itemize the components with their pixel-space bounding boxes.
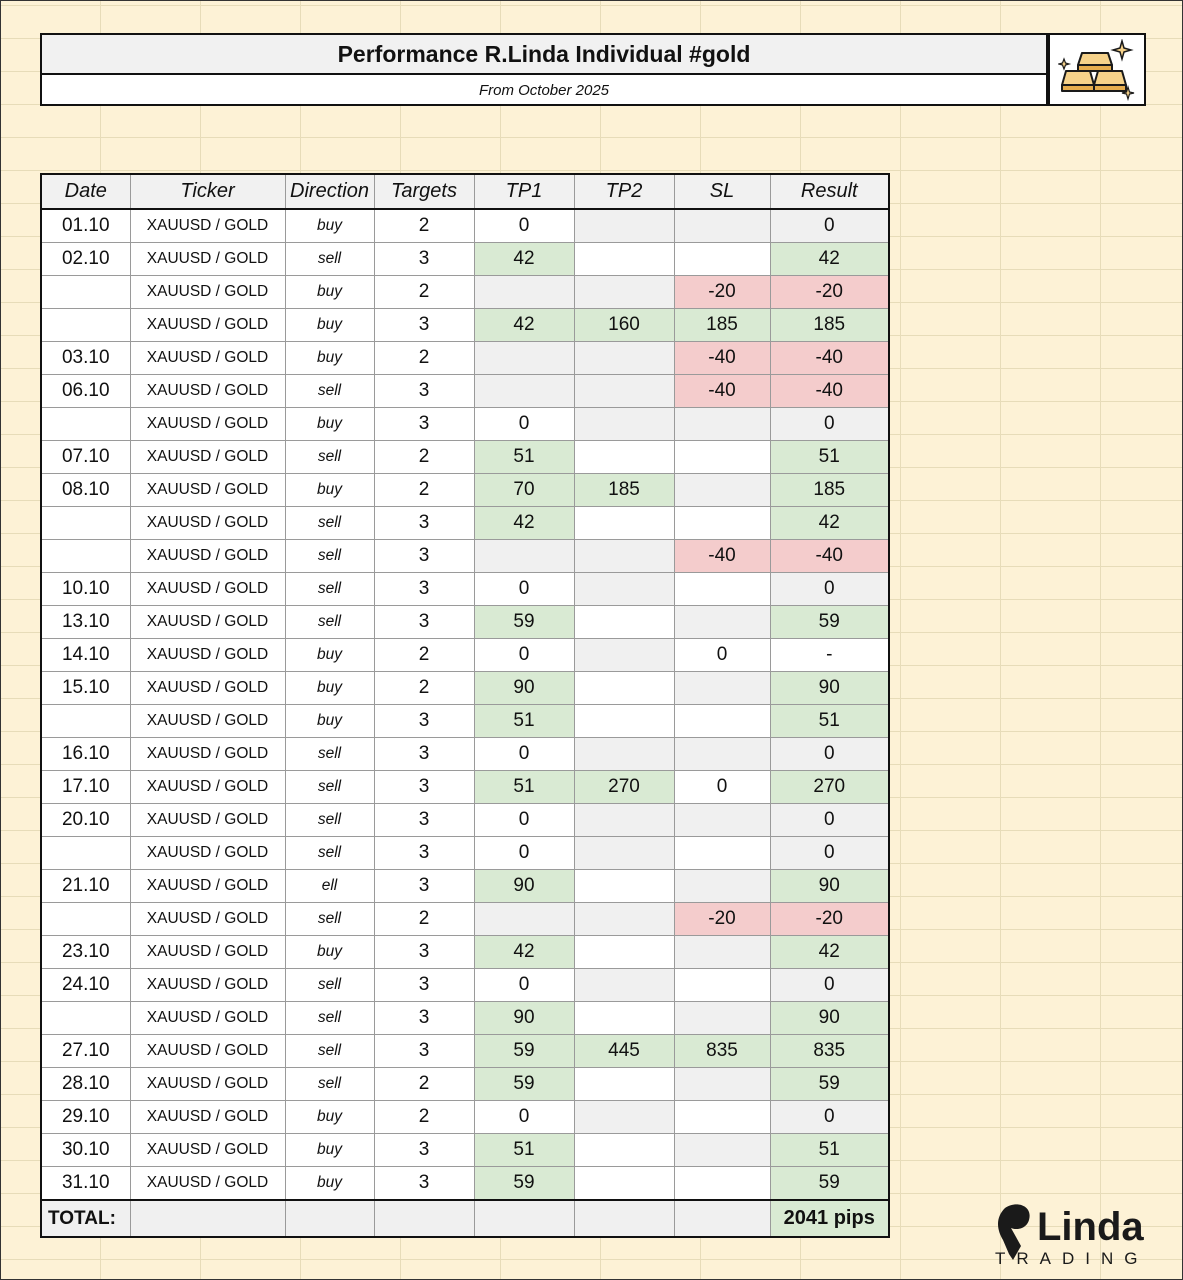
cell-direction: buy — [285, 672, 374, 705]
cell-tp2 — [574, 969, 674, 1002]
cell-result: 51 — [770, 1134, 889, 1167]
table-row — [41, 309, 889, 342]
table-row — [41, 1167, 889, 1201]
cell-sl — [674, 1101, 770, 1134]
cell-ticker: XAUUSD / GOLD — [130, 1002, 285, 1035]
cell-result: 185 — [770, 474, 889, 507]
table-row — [41, 837, 889, 870]
cell-result: -40 — [770, 540, 889, 573]
cell-date — [41, 1002, 130, 1035]
cell-ticker: XAUUSD / GOLD — [130, 573, 285, 606]
total-empty-cell — [130, 1200, 285, 1237]
cell-sl — [674, 969, 770, 1002]
cell-result: 0 — [770, 408, 889, 441]
cell-result: 90 — [770, 870, 889, 903]
cell-tp2 — [574, 540, 674, 573]
cell-direction: buy — [285, 639, 374, 672]
cell-sl — [674, 243, 770, 276]
brand-logo — [995, 1200, 1165, 1270]
cell-targets: 2 — [374, 639, 474, 672]
cell-direction: buy — [285, 1134, 374, 1167]
table-row — [41, 705, 889, 738]
table-row — [41, 276, 889, 309]
cell-tp1: 51 — [474, 771, 574, 804]
cell-targets: 3 — [374, 1167, 474, 1201]
total-empty-cell — [474, 1200, 574, 1237]
cell-date: 20.10 — [41, 804, 130, 837]
cell-tp1: 59 — [474, 1167, 574, 1201]
cell-tp2 — [574, 342, 674, 375]
cell-tp1: 0 — [474, 738, 574, 771]
total-row — [41, 1200, 889, 1237]
cell-tp1 — [474, 375, 574, 408]
cell-tp2 — [574, 507, 674, 540]
cell-targets: 3 — [374, 309, 474, 342]
cell-direction: sell — [285, 507, 374, 540]
cell-result: 59 — [770, 606, 889, 639]
cell-ticker: XAUUSD / GOLD — [130, 1134, 285, 1167]
cell-targets: 2 — [374, 474, 474, 507]
table-row — [41, 441, 889, 474]
cell-result: 59 — [770, 1167, 889, 1201]
cell-targets: 2 — [374, 1068, 474, 1101]
cell-targets: 3 — [374, 1134, 474, 1167]
cell-tp2 — [574, 276, 674, 309]
cell-ticker: XAUUSD / GOLD — [130, 969, 285, 1002]
cell-direction: sell — [285, 969, 374, 1002]
cell-direction: sell — [285, 738, 374, 771]
table-row — [41, 870, 889, 903]
cell-result: 51 — [770, 705, 889, 738]
cell-direction: buy — [285, 342, 374, 375]
cell-ticker: XAUUSD / GOLD — [130, 276, 285, 309]
cell-ticker: XAUUSD / GOLD — [130, 804, 285, 837]
cell-targets: 3 — [374, 1002, 474, 1035]
cell-date — [41, 408, 130, 441]
cell-direction: ell — [285, 870, 374, 903]
cell-date: 29.10 — [41, 1101, 130, 1134]
column-header-direction: Direction — [285, 174, 374, 209]
cell-direction: buy — [285, 1167, 374, 1201]
cell-tp2 — [574, 606, 674, 639]
cell-targets: 2 — [374, 672, 474, 705]
cell-result: -20 — [770, 903, 889, 936]
cell-tp2 — [574, 1134, 674, 1167]
cell-tp1: 59 — [474, 1068, 574, 1101]
cell-sl — [674, 1134, 770, 1167]
cell-sl — [674, 474, 770, 507]
cell-date: 27.10 — [41, 1035, 130, 1068]
cell-direction: buy — [285, 309, 374, 342]
cell-result: 835 — [770, 1035, 889, 1068]
cell-ticker: XAUUSD / GOLD — [130, 903, 285, 936]
cell-date: 24.10 — [41, 969, 130, 1002]
cell-tp1: 90 — [474, 1002, 574, 1035]
brand-name: Linda — [1037, 1205, 1144, 1249]
cell-date — [41, 507, 130, 540]
cell-tp1: 42 — [474, 243, 574, 276]
cell-result: 59 — [770, 1068, 889, 1101]
cell-tp2 — [574, 209, 674, 243]
cell-sl — [674, 1002, 770, 1035]
column-header-ticker: Ticker — [130, 174, 285, 209]
cell-sl: -20 — [674, 903, 770, 936]
cell-result: 0 — [770, 738, 889, 771]
cell-tp2: 270 — [574, 771, 674, 804]
table-row — [41, 540, 889, 573]
cell-date: 07.10 — [41, 441, 130, 474]
cell-date — [41, 540, 130, 573]
cell-ticker: XAUUSD / GOLD — [130, 1068, 285, 1101]
cell-targets: 3 — [374, 243, 474, 276]
cell-date: 16.10 — [41, 738, 130, 771]
cell-direction: buy — [285, 936, 374, 969]
cell-result: 42 — [770, 243, 889, 276]
table-row — [41, 507, 889, 540]
cell-ticker: XAUUSD / GOLD — [130, 1035, 285, 1068]
cell-tp1 — [474, 342, 574, 375]
cell-direction: sell — [285, 573, 374, 606]
cell-tp2: 445 — [574, 1035, 674, 1068]
cell-targets: 2 — [374, 903, 474, 936]
cell-direction: sell — [285, 804, 374, 837]
cell-targets: 3 — [374, 771, 474, 804]
table-row — [41, 903, 889, 936]
cell-targets: 3 — [374, 540, 474, 573]
cell-date — [41, 276, 130, 309]
cell-sl — [674, 209, 770, 243]
cell-sl — [674, 738, 770, 771]
cell-sl — [674, 573, 770, 606]
cell-result: 0 — [770, 1101, 889, 1134]
table-row — [41, 1002, 889, 1035]
cell-ticker: XAUUSD / GOLD — [130, 507, 285, 540]
cell-tp2 — [574, 243, 674, 276]
cell-sl — [674, 408, 770, 441]
cell-sl: -40 — [674, 375, 770, 408]
cell-ticker: XAUUSD / GOLD — [130, 672, 285, 705]
table-row — [41, 639, 889, 672]
cell-targets: 3 — [374, 507, 474, 540]
cell-targets: 2 — [374, 342, 474, 375]
cell-direction: sell — [285, 771, 374, 804]
table-row — [41, 804, 889, 837]
cell-direction: buy — [285, 474, 374, 507]
cell-tp1: 42 — [474, 936, 574, 969]
cell-date: 28.10 — [41, 1068, 130, 1101]
cell-date: 10.10 — [41, 573, 130, 606]
table-row — [41, 606, 889, 639]
cell-direction: sell — [285, 243, 374, 276]
cell-result: -40 — [770, 375, 889, 408]
cell-ticker: XAUUSD / GOLD — [130, 309, 285, 342]
cell-direction: sell — [285, 1035, 374, 1068]
cell-tp2: 160 — [574, 309, 674, 342]
cell-result: 42 — [770, 507, 889, 540]
cell-tp2 — [574, 441, 674, 474]
cell-date — [41, 309, 130, 342]
cell-targets: 3 — [374, 969, 474, 1002]
cell-tp1: 51 — [474, 705, 574, 738]
cell-tp2 — [574, 903, 674, 936]
cell-tp1: 70 — [474, 474, 574, 507]
cell-tp1: 0 — [474, 804, 574, 837]
cell-result: 0 — [770, 209, 889, 243]
cell-ticker: XAUUSD / GOLD — [130, 342, 285, 375]
cell-targets: 3 — [374, 936, 474, 969]
cell-sl — [674, 804, 770, 837]
cell-targets: 3 — [374, 705, 474, 738]
cell-result: 90 — [770, 1002, 889, 1035]
performance-table — [40, 173, 890, 1238]
cell-tp2 — [574, 375, 674, 408]
cell-sl — [674, 936, 770, 969]
cell-ticker: XAUUSD / GOLD — [130, 209, 285, 243]
cell-tp1: 90 — [474, 672, 574, 705]
table-row — [41, 969, 889, 1002]
cell-direction: buy — [285, 1101, 374, 1134]
cell-targets: 2 — [374, 441, 474, 474]
cell-ticker: XAUUSD / GOLD — [130, 1167, 285, 1201]
cell-direction: sell — [285, 441, 374, 474]
cell-tp1: 0 — [474, 209, 574, 243]
cell-targets: 3 — [374, 375, 474, 408]
total-label: TOTAL: — [41, 1200, 130, 1237]
cell-ticker: XAUUSD / GOLD — [130, 243, 285, 276]
cell-sl — [674, 441, 770, 474]
cell-tp1: 42 — [474, 507, 574, 540]
cell-date: 21.10 — [41, 870, 130, 903]
cell-date: 23.10 — [41, 936, 130, 969]
total-empty-cell — [574, 1200, 674, 1237]
cell-date: 01.10 — [41, 209, 130, 243]
cell-direction: buy — [285, 209, 374, 243]
cell-direction: buy — [285, 408, 374, 441]
cell-tp2 — [574, 936, 674, 969]
cell-result: - — [770, 639, 889, 672]
cell-ticker: XAUUSD / GOLD — [130, 441, 285, 474]
cell-direction: sell — [285, 540, 374, 573]
cell-direction: buy — [285, 705, 374, 738]
cell-ticker: XAUUSD / GOLD — [130, 936, 285, 969]
cell-sl — [674, 507, 770, 540]
cell-targets: 3 — [374, 804, 474, 837]
cell-sl: -20 — [674, 276, 770, 309]
cell-tp1: 0 — [474, 408, 574, 441]
cell-tp1 — [474, 903, 574, 936]
cell-direction: sell — [285, 375, 374, 408]
linda-trading-logo-icon — [995, 1200, 1165, 1270]
cell-targets: 3 — [374, 408, 474, 441]
cell-result: 0 — [770, 969, 889, 1002]
table-row — [41, 573, 889, 606]
cell-date — [41, 837, 130, 870]
table-body — [41, 209, 889, 1200]
cell-date: 06.10 — [41, 375, 130, 408]
cell-tp2 — [574, 408, 674, 441]
cell-ticker: XAUUSD / GOLD — [130, 375, 285, 408]
column-header-tp2: TP2 — [574, 174, 674, 209]
cell-tp2 — [574, 672, 674, 705]
cell-tp1: 51 — [474, 1134, 574, 1167]
cell-sl: -40 — [674, 540, 770, 573]
cell-tp2 — [574, 837, 674, 870]
cell-date: 03.10 — [41, 342, 130, 375]
column-header-targets: Targets — [374, 174, 474, 209]
table-row — [41, 672, 889, 705]
cell-tp1: 0 — [474, 969, 574, 1002]
cell-targets: 2 — [374, 276, 474, 309]
cell-sl — [674, 1068, 770, 1101]
cell-ticker: XAUUSD / GOLD — [130, 870, 285, 903]
cell-tp1 — [474, 540, 574, 573]
cell-date: 17.10 — [41, 771, 130, 804]
cell-targets: 3 — [374, 1035, 474, 1068]
cell-date: 31.10 — [41, 1167, 130, 1201]
cell-ticker: XAUUSD / GOLD — [130, 837, 285, 870]
cell-tp2 — [574, 705, 674, 738]
column-header-sl: SL — [674, 174, 770, 209]
cell-tp1: 0 — [474, 639, 574, 672]
table-row — [41, 243, 889, 276]
cell-tp2 — [574, 573, 674, 606]
cell-direction: buy — [285, 276, 374, 309]
column-header-result: Result — [770, 174, 889, 209]
cell-direction: sell — [285, 1002, 374, 1035]
cell-tp1: 0 — [474, 573, 574, 606]
cell-tp1: 59 — [474, 1035, 574, 1068]
cell-sl: 0 — [674, 639, 770, 672]
table-row — [41, 1134, 889, 1167]
cell-sl: 835 — [674, 1035, 770, 1068]
cell-tp2 — [574, 738, 674, 771]
cell-targets: 3 — [374, 837, 474, 870]
cell-date — [41, 903, 130, 936]
cell-direction: sell — [285, 1068, 374, 1101]
column-header-tp1: TP1 — [474, 174, 574, 209]
gold-bars-logo — [1048, 33, 1146, 106]
cell-tp2 — [574, 870, 674, 903]
cell-sl: 185 — [674, 309, 770, 342]
cell-sl — [674, 705, 770, 738]
cell-ticker: XAUUSD / GOLD — [130, 639, 285, 672]
table-row — [41, 771, 889, 804]
cell-sl — [674, 672, 770, 705]
table-row — [41, 342, 889, 375]
cell-date: 02.10 — [41, 243, 130, 276]
cell-tp2 — [574, 1002, 674, 1035]
cell-date: 14.10 — [41, 639, 130, 672]
gold-bars-icon — [1058, 39, 1136, 101]
cell-result: 0 — [770, 804, 889, 837]
cell-result: 270 — [770, 771, 889, 804]
cell-tp2 — [574, 639, 674, 672]
table-header-row — [41, 174, 889, 209]
total-empty-cell — [374, 1200, 474, 1237]
cell-date: 15.10 — [41, 672, 130, 705]
total-empty-cell — [674, 1200, 770, 1237]
cell-date: 13.10 — [41, 606, 130, 639]
cell-direction: sell — [285, 903, 374, 936]
table-row — [41, 408, 889, 441]
cell-date: 30.10 — [41, 1134, 130, 1167]
cell-result: 185 — [770, 309, 889, 342]
cell-tp1: 42 — [474, 309, 574, 342]
cell-targets: 2 — [374, 209, 474, 243]
cell-date — [41, 705, 130, 738]
cell-result: 51 — [770, 441, 889, 474]
cell-tp1: 51 — [474, 441, 574, 474]
cell-result: 0 — [770, 573, 889, 606]
table-row — [41, 936, 889, 969]
cell-sl: -40 — [674, 342, 770, 375]
cell-ticker: XAUUSD / GOLD — [130, 540, 285, 573]
cell-direction: sell — [285, 837, 374, 870]
total-value: 2041 pips — [770, 1200, 889, 1237]
cell-tp2 — [574, 804, 674, 837]
table-row — [41, 375, 889, 408]
cell-result: 0 — [770, 837, 889, 870]
cell-tp1: 90 — [474, 870, 574, 903]
cell-result: -20 — [770, 276, 889, 309]
cell-date: 08.10 — [41, 474, 130, 507]
table-row — [41, 1068, 889, 1101]
table-row — [41, 474, 889, 507]
cell-ticker: XAUUSD / GOLD — [130, 705, 285, 738]
table-row — [41, 1101, 889, 1134]
cell-ticker: XAUUSD / GOLD — [130, 1101, 285, 1134]
cell-result: -40 — [770, 342, 889, 375]
cell-ticker: XAUUSD / GOLD — [130, 408, 285, 441]
table-row — [41, 738, 889, 771]
cell-targets: 3 — [374, 870, 474, 903]
cell-tp1: 59 — [474, 606, 574, 639]
cell-sl: 0 — [674, 771, 770, 804]
cell-sl — [674, 837, 770, 870]
page-title: Performance R.Linda Individual #gold — [42, 35, 1046, 75]
cell-tp1: 0 — [474, 837, 574, 870]
cell-result: 90 — [770, 672, 889, 705]
cell-tp1 — [474, 276, 574, 309]
cell-targets: 2 — [374, 1101, 474, 1134]
cell-targets: 3 — [374, 573, 474, 606]
cell-sl — [674, 606, 770, 639]
cell-ticker: XAUUSD / GOLD — [130, 606, 285, 639]
cell-ticker: XAUUSD / GOLD — [130, 771, 285, 804]
cell-targets: 3 — [374, 738, 474, 771]
total-empty-cell — [285, 1200, 374, 1237]
cell-tp2 — [574, 1167, 674, 1201]
column-header-date: Date — [41, 174, 130, 209]
cell-sl — [674, 870, 770, 903]
table-row — [41, 209, 889, 243]
title-box — [40, 33, 1048, 106]
cell-tp2: 185 — [574, 474, 674, 507]
cell-ticker: XAUUSD / GOLD — [130, 474, 285, 507]
cell-tp2 — [574, 1068, 674, 1101]
cell-tp1: 0 — [474, 1101, 574, 1134]
cell-tp2 — [574, 1101, 674, 1134]
brand-tagline: TRADING — [995, 1249, 1149, 1268]
cell-targets: 3 — [374, 606, 474, 639]
table-row — [41, 1035, 889, 1068]
cell-ticker: XAUUSD / GOLD — [130, 738, 285, 771]
cell-sl — [674, 1167, 770, 1201]
cell-direction: sell — [285, 606, 374, 639]
cell-result: 42 — [770, 936, 889, 969]
page-subtitle: From October 2025 — [478, 82, 610, 99]
